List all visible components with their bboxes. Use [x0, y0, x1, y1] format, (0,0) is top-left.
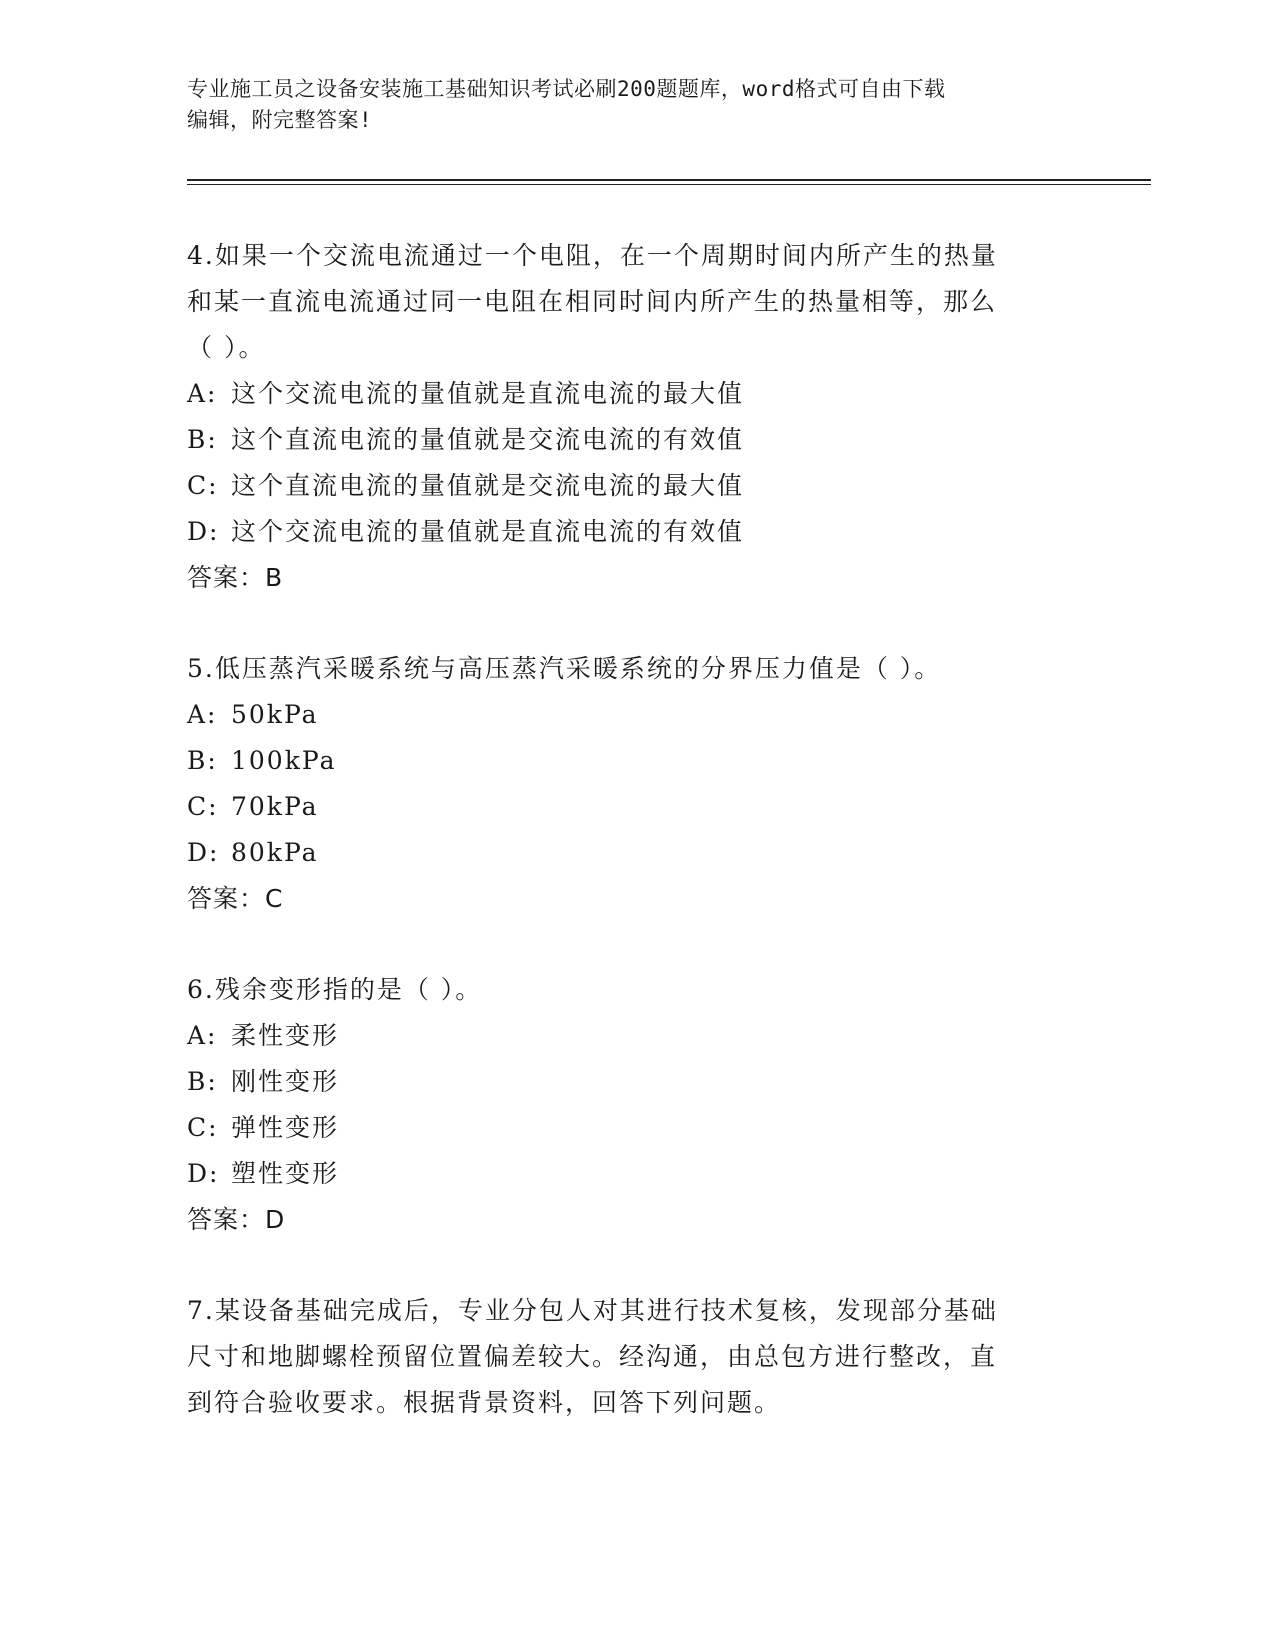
header-divider-thin — [187, 184, 1151, 185]
header-divider — [187, 179, 1151, 181]
option-letter: D: — [187, 1159, 220, 1188]
question-stem: （ ）。 — [187, 333, 266, 362]
question-list — [187, 233, 1087, 1471]
option-a — [187, 371, 1087, 417]
option-a — [187, 1013, 1087, 1059]
question-item — [187, 967, 1087, 1243]
question-item — [187, 233, 1087, 601]
option-text: 80kPa — [231, 838, 319, 867]
option-letter: C: — [187, 471, 219, 500]
question-item — [187, 1288, 1087, 1426]
option-c — [187, 784, 1087, 830]
option-text: 这个直流电流的量值就是交流电流的最大值 — [231, 471, 745, 500]
option-d — [187, 509, 1087, 555]
option-text: 这个交流电流的量值就是直流电流的最大值 — [231, 379, 745, 408]
option-text: 70kPa — [231, 792, 319, 821]
option-text: 这个直流电流的量值就是交流电流的有效值 — [231, 425, 745, 454]
option-letter: B: — [187, 425, 218, 454]
option-text: 50kPa — [231, 700, 319, 729]
header-line: 编辑，附完整答案! — [187, 108, 373, 132]
option-a — [187, 692, 1087, 738]
option-text: 这个交流电流的量值就是直流电流的有效值 — [231, 517, 745, 546]
question-stem: 4.如果一个交流电流通过一个电阻，在一个周期时间内所产生的热量 — [187, 241, 998, 270]
answer-line: 答案：B — [187, 563, 284, 592]
option-text: 100kPa — [231, 746, 337, 775]
option-text: 刚性变形 — [231, 1067, 340, 1096]
answer-line: 答案：C — [187, 884, 284, 913]
question-stem: 6.残余变形指的是（ ）。 — [187, 975, 483, 1004]
option-letter: A: — [187, 700, 218, 729]
question-item — [187, 646, 1087, 922]
document-header — [187, 74, 1067, 136]
option-letter: D: — [187, 517, 220, 546]
header-line: 专业施工员之设备安装施工基础知识考试必刷200题题库，word格式可自由下载 — [187, 77, 946, 101]
option-d — [187, 830, 1087, 876]
option-text: 塑性变形 — [231, 1159, 340, 1188]
option-letter: B: — [187, 746, 218, 775]
option-b — [187, 417, 1087, 463]
question-stem: 7.某设备基础完成后，专业分包人对其进行技术复核，发现部分基础 — [187, 1296, 998, 1325]
option-letter: A: — [187, 379, 218, 408]
question-stem: 和某一直流电流通过同一电阻在相同时间内所产生的热量相等，那么 — [187, 287, 998, 316]
option-text: 弹性变形 — [231, 1113, 340, 1142]
option-c — [187, 1105, 1087, 1151]
option-d — [187, 1151, 1087, 1197]
option-letter: B: — [187, 1067, 218, 1096]
question-stem: 5.低压蒸汽采暖系统与高压蒸汽采暖系统的分界压力值是（ ）。 — [187, 654, 942, 683]
option-text: 柔性变形 — [231, 1021, 340, 1050]
option-c — [187, 463, 1087, 509]
option-b — [187, 738, 1087, 784]
option-letter: C: — [187, 1113, 219, 1142]
question-stem: 到符合验收要求。根据背景资料，回答下列问题。 — [187, 1388, 782, 1417]
option-letter: A: — [187, 1021, 218, 1050]
question-stem: 尺寸和地脚螺栓预留位置偏差较大。经沟通，由总包方进行整改，直 — [187, 1342, 998, 1371]
answer-line: 答案：D — [187, 1205, 286, 1234]
option-letter: C: — [187, 792, 219, 821]
option-b — [187, 1059, 1087, 1105]
option-letter: D: — [187, 838, 220, 867]
